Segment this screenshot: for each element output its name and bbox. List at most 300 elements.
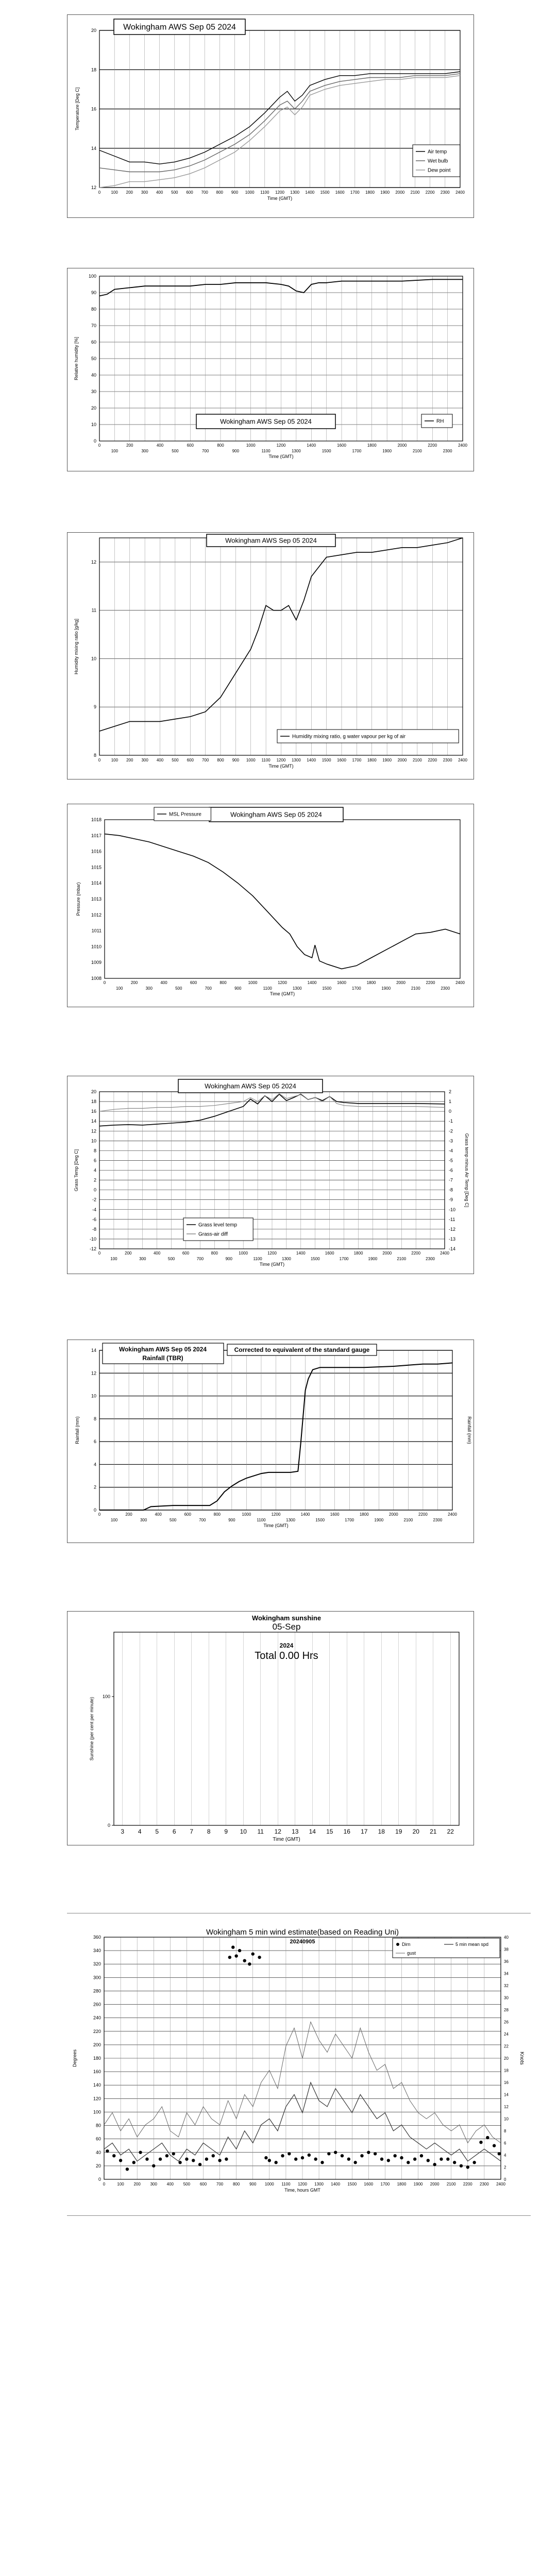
- y-tick-label: 80: [95, 2123, 101, 2128]
- y-tick-label: 40: [91, 372, 96, 378]
- direction-point: [453, 2161, 456, 2164]
- direction-point: [119, 2159, 122, 2162]
- direction-point: [334, 2151, 337, 2154]
- mixing-ratio-chart: [67, 533, 475, 780]
- direction-point: [360, 2154, 363, 2157]
- x-tick-label: 3: [121, 1828, 125, 1835]
- direction-point: [439, 2158, 443, 2161]
- x-tick-label: 1200: [278, 980, 287, 985]
- sunshine-panel: [67, 1611, 474, 1845]
- direction-point: [192, 2159, 195, 2162]
- chart-date-label: 05-Sep: [272, 1622, 301, 1632]
- x-tick-label: 800: [216, 190, 224, 195]
- x-tick-label: 300: [150, 2182, 157, 2187]
- direction-point: [178, 2161, 181, 2164]
- x-tick-label: 9: [224, 1828, 228, 1835]
- x-tick-label: 2200: [425, 190, 435, 195]
- chart-year-label: 2024: [279, 1642, 294, 1649]
- x-tick-label: 200: [126, 443, 133, 448]
- x-tick-label: 700: [196, 1257, 204, 1261]
- x-tick-label: 100: [110, 1518, 118, 1522]
- x-tick-label: 2100: [403, 1518, 413, 1522]
- x-tick-label: 1500: [322, 449, 331, 453]
- y-tick-label: 180: [93, 2056, 101, 2061]
- x-tick-label: 11: [257, 1828, 264, 1835]
- x-tick-label: 200: [126, 758, 133, 762]
- direction-point: [400, 2156, 403, 2159]
- y-tick-label: 220: [93, 2028, 101, 2034]
- x-tick-label: 1000: [242, 1512, 251, 1517]
- y-tick-label: 12: [91, 185, 96, 190]
- y-right-tick-label: 22: [504, 2044, 509, 2049]
- x-tick-label: 200: [133, 2182, 141, 2187]
- x-tick-label: 2000: [382, 1251, 392, 1256]
- x-tick-label: 0: [98, 1251, 101, 1256]
- x-tick-label: 900: [228, 1518, 235, 1522]
- y-right-tick-label: 6: [504, 2141, 506, 2146]
- y-tick-label: 8: [93, 1416, 96, 1421]
- y-tick-label: 70: [91, 323, 96, 328]
- y-tick-label: 100: [88, 274, 96, 279]
- direction-point: [238, 1949, 241, 1952]
- x-tick-label: 900: [249, 2182, 257, 2187]
- x-tick-label: 1300: [314, 2182, 324, 2187]
- chart-title: Wokingham AWS Sep 05 2024: [119, 1346, 207, 1353]
- y-tick-label: 20: [91, 1089, 96, 1094]
- x-tick-label: 1700: [352, 758, 362, 762]
- direction-point: [268, 2159, 271, 2162]
- y-tick-label: 8: [93, 753, 96, 758]
- y-tick-label: 1015: [91, 865, 102, 870]
- direction-point: [132, 2161, 136, 2164]
- x-tick-label: 500: [167, 1257, 175, 1261]
- x-tick-label: 2400: [448, 1512, 457, 1517]
- x-tick-label: 900: [232, 449, 240, 453]
- x-tick-label: 300: [140, 1518, 147, 1522]
- legend-label: Humidity mixing ratio, g water vapour per kg of air: [292, 734, 406, 740]
- x-tick-label: 700: [205, 986, 212, 991]
- x-tick-label: 800: [213, 1512, 221, 1517]
- direction-point: [413, 2158, 416, 2161]
- x-tick-label: 500: [170, 1518, 177, 1522]
- x-tick-label: 1200: [267, 1251, 277, 1256]
- direction-point: [218, 2159, 221, 2162]
- y-right-tick-label: -10: [449, 1207, 456, 1212]
- y-tick-label: 2: [93, 1484, 96, 1490]
- x-tick-label: 400: [156, 443, 164, 448]
- x-tick-label: 1500: [315, 1518, 325, 1522]
- x-tick-label: 500: [171, 190, 178, 195]
- y-right-tick-label: -9: [449, 1197, 453, 1202]
- x-axis-label: Time (GMT): [269, 991, 295, 996]
- y-right-tick-label: -11: [449, 1216, 455, 1222]
- x-tick-label: 2200: [418, 1512, 428, 1517]
- direction-point: [380, 2158, 383, 2161]
- x-tick-label: 0: [98, 443, 101, 448]
- y-tick-label: 0: [93, 1187, 96, 1193]
- direction-point: [234, 1954, 238, 1957]
- y-right-tick-label: -7: [449, 1177, 453, 1183]
- x-tick-label: 800: [219, 980, 227, 985]
- y-tick-label: 9: [93, 704, 96, 710]
- y-tick-label: 40: [95, 2149, 101, 2155]
- x-tick-label: 21: [430, 1828, 437, 1835]
- y-right-tick-label: 18: [504, 2068, 509, 2073]
- x-tick-label: 0: [98, 1512, 101, 1517]
- y-right-tick-label: -2: [449, 1128, 453, 1134]
- x-tick-label: 2000: [388, 1512, 398, 1517]
- x-tick-label: 2400: [440, 1251, 449, 1256]
- y-right-tick-label: -3: [449, 1138, 453, 1144]
- x-tick-label: 1700: [380, 2182, 390, 2187]
- x-tick-label: 1100: [263, 986, 272, 991]
- x-tick-label: 1300: [282, 1257, 291, 1261]
- direction-point: [341, 2154, 344, 2157]
- x-tick-label: 2300: [443, 449, 452, 453]
- direction-point: [185, 2158, 188, 2161]
- x-tick-label: 600: [187, 443, 194, 448]
- x-tick-label: 600: [187, 758, 194, 762]
- x-tick-label: 1600: [337, 980, 346, 985]
- x-tick-label: 800: [211, 1251, 218, 1256]
- direction-point: [251, 1952, 255, 1955]
- y-right-tick-label: -12: [449, 1226, 456, 1232]
- x-tick-label: 700: [201, 449, 209, 453]
- x-tick-label: 1900: [382, 449, 392, 453]
- x-tick-label: 2200: [463, 2182, 472, 2187]
- y-tick-label: 280: [93, 1988, 101, 1994]
- x-tick-label: 2000: [395, 190, 405, 195]
- x-tick-label: 1200: [276, 758, 286, 762]
- x-tick-label: 1700: [339, 1257, 349, 1261]
- direction-point: [427, 2159, 430, 2162]
- x-tick-label: 16: [343, 1828, 350, 1835]
- x-tick-label: 2300: [480, 2182, 489, 2187]
- direction-point: [212, 2154, 215, 2157]
- direction-point: [420, 2154, 423, 2157]
- x-tick-label: 900: [231, 190, 239, 195]
- x-tick-label: 400: [156, 190, 163, 195]
- direction-point: [145, 2158, 148, 2161]
- x-tick-label: 100: [111, 190, 118, 195]
- x-tick-label: 1800: [366, 980, 376, 985]
- direction-point: [320, 2161, 324, 2164]
- x-tick-label: 1000: [246, 443, 256, 448]
- direction-point: [264, 2156, 267, 2159]
- x-tick-label: 1400: [296, 1251, 306, 1256]
- y-tick-label: 10: [91, 656, 96, 662]
- direction-point: [281, 2154, 284, 2157]
- grass-temp-chart: [67, 1076, 475, 1275]
- y-right-tick-label: 2: [504, 2165, 506, 2170]
- chart-annotation: Corrected to equivalent of the standard gauge: [234, 1346, 370, 1353]
- direction-point: [106, 2149, 109, 2153]
- x-tick-label: 200: [126, 190, 133, 195]
- x-tick-label: 300: [141, 758, 148, 762]
- x-tick-label: 1100: [260, 190, 269, 195]
- x-tick-label: 2100: [411, 986, 420, 991]
- direction-point: [225, 2158, 228, 2161]
- x-tick-label: 1800: [365, 190, 375, 195]
- y-tick-label: 12: [91, 1370, 96, 1376]
- direction-point: [228, 1956, 231, 1959]
- y-tick-label: 12: [91, 559, 96, 565]
- y-tick-label: 60: [95, 2136, 101, 2142]
- x-tick-label: 300: [141, 190, 148, 195]
- y-right-tick-label: 26: [504, 2020, 509, 2025]
- direction-point: [466, 2165, 469, 2168]
- x-tick-label: 900: [234, 986, 242, 991]
- direction-point: [327, 2152, 330, 2155]
- direction-point: [493, 2144, 496, 2147]
- x-tick-label: 2200: [411, 1251, 421, 1256]
- sunshine-chart: [67, 1612, 475, 1846]
- x-tick-label: 500: [183, 2182, 191, 2187]
- direction-point: [248, 1962, 251, 1965]
- y-right-tick-label: 4: [504, 2153, 506, 2158]
- rainfall-panel: [67, 1340, 474, 1543]
- y-tick-label: 10: [91, 422, 96, 427]
- y-tick-label: 1016: [91, 849, 102, 854]
- x-tick-label: 900: [225, 1257, 232, 1261]
- chart-title: Wokingham 5 min wind estimate(based on Reading Uni): [206, 1928, 399, 1937]
- y-tick-label: 50: [91, 356, 96, 361]
- x-tick-label: 700: [216, 2182, 224, 2187]
- direction-point: [301, 2156, 304, 2159]
- x-axis-label: Time (GMT): [267, 196, 293, 201]
- y-right-tick-label: -4: [449, 1148, 453, 1154]
- chart-subtitle: Rainfall (TBR): [142, 1354, 183, 1362]
- humidity-chart: [67, 268, 475, 472]
- legend-label: Air temp: [428, 149, 447, 155]
- legend-label: Wet bulb: [428, 158, 448, 164]
- direction-point: [387, 2159, 390, 2162]
- y-axis-label: Grass Temp [Deg C]: [74, 1149, 79, 1192]
- temperature-chart: [67, 15, 475, 218]
- chart-subtitle: 20240905: [290, 1939, 315, 1945]
- direction-point: [393, 2154, 396, 2157]
- x-tick-label: 1500: [320, 190, 330, 195]
- direction-point: [112, 2154, 115, 2157]
- x-tick-label: 1100: [261, 449, 270, 453]
- direction-point: [407, 2161, 410, 2164]
- x-tick-label: 1100: [281, 2182, 291, 2187]
- x-tick-label: 2100: [397, 1257, 407, 1261]
- x-tick-label: 0: [103, 2182, 106, 2187]
- x-tick-label: 600: [190, 980, 197, 985]
- x-tick-label: 300: [141, 449, 148, 453]
- x-tick-label: 1000: [248, 980, 258, 985]
- y-axis-label: Degrees: [72, 2049, 77, 2067]
- x-tick-label: 1600: [337, 758, 346, 762]
- y-tick-label: 100: [102, 1694, 110, 1699]
- y-tick-label: 1010: [91, 944, 102, 950]
- y-tick-label: 30: [91, 389, 96, 394]
- x-tick-label: 17: [361, 1828, 368, 1835]
- x-tick-label: 700: [199, 1518, 206, 1522]
- x-tick-label: 400: [153, 1251, 161, 1256]
- y-right-tick-label: 30: [504, 1995, 509, 2001]
- y-tick-label: 80: [91, 307, 96, 312]
- y-tick-label: 90: [91, 290, 96, 295]
- x-tick-label: 1500: [322, 758, 331, 762]
- y-right-tick-label: 0: [449, 1109, 452, 1114]
- x-tick-label: 2300: [440, 190, 450, 195]
- x-tick-label: 1000: [245, 190, 255, 195]
- legend-label: Dirn: [402, 1942, 411, 1947]
- y-tick-label: 0: [107, 1823, 110, 1828]
- x-tick-label: 2300: [443, 758, 452, 762]
- legend-label: 5 min mean spd: [455, 1942, 489, 1947]
- x-tick-label: 1600: [364, 2182, 374, 2187]
- x-tick-label: 100: [111, 449, 119, 453]
- temperature-panel: [67, 14, 474, 218]
- direction-point: [433, 2163, 436, 2166]
- y-tick-label: 4: [93, 1167, 96, 1173]
- y-tick-label: 120: [93, 2096, 101, 2102]
- y-right-axis-label: Knots: [519, 2052, 525, 2065]
- x-tick-label: 2000: [397, 758, 407, 762]
- y-right-tick-label: 40: [504, 1935, 509, 1940]
- y-tick-label: 11: [91, 607, 96, 613]
- x-tick-label: 1800: [367, 443, 377, 448]
- x-tick-label: 1900: [368, 1257, 378, 1261]
- x-tick-label: 1700: [345, 1518, 354, 1522]
- x-tick-label: 800: [217, 758, 224, 762]
- x-tick-label: 2400: [455, 980, 465, 985]
- x-tick-label: 12: [274, 1828, 281, 1835]
- direction-point: [198, 2163, 201, 2166]
- x-tick-label: 1800: [367, 758, 377, 762]
- x-tick-label: 14: [309, 1828, 316, 1835]
- pressure-panel: [67, 804, 474, 1007]
- y-tick-label: 14: [91, 145, 96, 151]
- y-tick-label: 340: [93, 1948, 101, 1954]
- x-tick-label: 0: [98, 190, 101, 195]
- x-tick-label: 400: [156, 758, 164, 762]
- x-tick-label: 1200: [271, 1512, 281, 1517]
- x-tick-label: 1200: [276, 443, 286, 448]
- chart-title: Wokingham AWS Sep 05 2024: [123, 23, 236, 32]
- y-tick-label: -10: [89, 1236, 96, 1242]
- direction-point: [374, 2152, 377, 2155]
- y-tick-label: 1009: [91, 960, 102, 965]
- y-tick-label: 20: [91, 405, 96, 411]
- direction-point: [258, 1956, 261, 1959]
- y-right-tick-label: 34: [504, 1971, 509, 1976]
- direction-point: [172, 2152, 175, 2155]
- y-right-tick-label: 0: [504, 2177, 506, 2182]
- x-tick-label: 2100: [446, 2182, 456, 2187]
- y-tick-label: 8: [93, 1148, 96, 1154]
- x-tick-label: 800: [217, 443, 224, 448]
- x-tick-label: 2100: [410, 190, 420, 195]
- y-tick-label: 300: [93, 1975, 101, 1980]
- wind-chart: [67, 1927, 533, 2205]
- y-tick-label: 200: [93, 2042, 101, 2047]
- x-tick-label: 1400: [307, 443, 316, 448]
- separator-line: [67, 2215, 531, 2216]
- y-right-tick-label: -8: [449, 1187, 453, 1193]
- y-tick-label: 1011: [91, 928, 102, 934]
- direction-point: [367, 2151, 370, 2154]
- x-tick-label: 1000: [264, 2182, 274, 2187]
- x-tick-label: 800: [232, 2182, 240, 2187]
- x-tick-label: 2300: [433, 1518, 443, 1522]
- y-right-axis-label: Grass temp minus Air Temp [Deg C]: [464, 1133, 469, 1208]
- x-axis-label: Time (GMT): [268, 764, 294, 769]
- y-tick-label: 10: [91, 1393, 96, 1399]
- legend-label: RH: [436, 418, 444, 425]
- x-tick-label: 2200: [428, 443, 437, 448]
- x-tick-label: 2200: [428, 758, 437, 762]
- legend-label: Dew point: [428, 167, 451, 174]
- x-tick-label: 1600: [330, 1512, 340, 1517]
- x-tick-label: 1500: [322, 986, 332, 991]
- y-tick-label: 14: [91, 1118, 96, 1124]
- x-axis-label: Time, hours GMT: [284, 2188, 320, 2193]
- y-right-axis-label: Rainfall (mm): [467, 1416, 472, 1444]
- direction-point: [472, 2161, 476, 2164]
- y-tick-label: -8: [92, 1226, 96, 1232]
- x-axis-label: Time (GMT): [259, 1262, 285, 1267]
- y-tick-label: 140: [93, 2082, 101, 2088]
- direction-point: [139, 2151, 142, 2154]
- y-tick-label: 10: [91, 1138, 96, 1144]
- y-axis-label: Pressure (mbar): [76, 882, 81, 916]
- humidity-panel: [67, 268, 474, 471]
- x-tick-label: 2400: [455, 190, 465, 195]
- direction-point: [165, 2154, 168, 2157]
- x-tick-label: 500: [175, 986, 182, 991]
- x-tick-label: 2000: [397, 443, 407, 448]
- x-tick-label: 2000: [430, 2182, 439, 2187]
- x-tick-label: 1100: [253, 1257, 262, 1261]
- x-tick-label: 1900: [382, 758, 392, 762]
- x-tick-label: 100: [117, 2182, 124, 2187]
- y-tick-label: 6: [93, 1439, 96, 1445]
- x-tick-label: 400: [166, 2182, 174, 2187]
- direction-point: [486, 2136, 489, 2139]
- x-tick-label: 300: [139, 1257, 146, 1261]
- x-tick-label: 1600: [337, 443, 346, 448]
- y-right-tick-label: -14: [449, 1246, 456, 1251]
- direction-point: [446, 2158, 449, 2161]
- y-tick-label: 1013: [91, 896, 102, 902]
- x-tick-label: 1200: [275, 190, 284, 195]
- x-tick-label: 1800: [397, 2182, 407, 2187]
- y-right-tick-label: 32: [504, 1984, 509, 1988]
- y-right-tick-label: 1: [449, 1099, 452, 1105]
- y-tick-label: -12: [89, 1246, 96, 1251]
- direction-point: [294, 2158, 297, 2161]
- direction-point: [152, 2164, 155, 2167]
- y-right-tick-label: 38: [504, 1947, 509, 1952]
- x-tick-label: 1400: [331, 2182, 341, 2187]
- x-tick-label: 200: [125, 1512, 132, 1517]
- x-tick-label: 200: [130, 980, 138, 985]
- legend-label: Grass level temp: [198, 1222, 238, 1228]
- y-right-tick-label: 28: [504, 2008, 509, 2012]
- x-tick-label: 1400: [305, 190, 315, 195]
- x-tick-label: 1300: [290, 190, 300, 195]
- x-tick-label: 1400: [300, 1512, 310, 1517]
- direction-point: [314, 2158, 317, 2161]
- y-tick-label: 20: [95, 2163, 101, 2168]
- chart-title: Wokingham AWS Sep 05 2024: [205, 1082, 296, 1090]
- y-tick-label: 360: [93, 1935, 101, 1940]
- x-tick-label: 700: [201, 190, 208, 195]
